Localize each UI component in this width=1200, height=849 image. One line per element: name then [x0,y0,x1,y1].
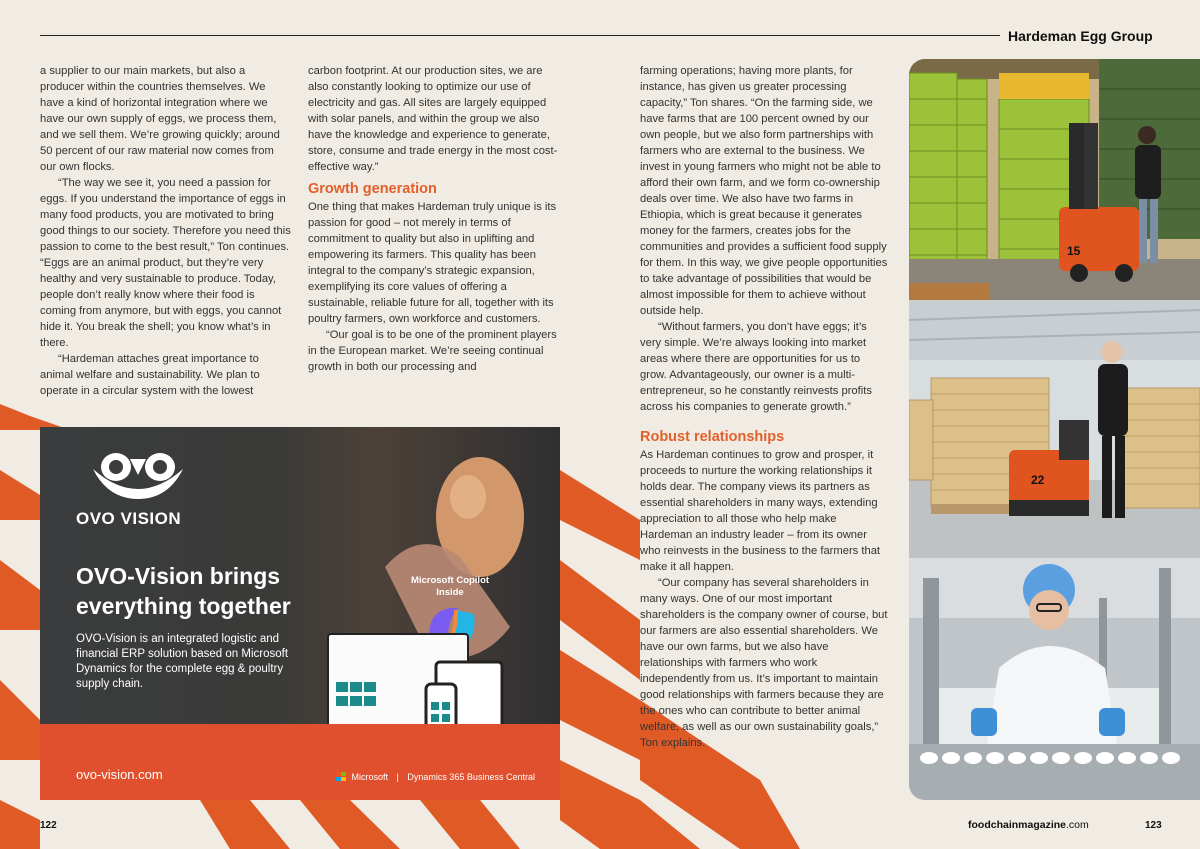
dynamics-label: Dynamics 365 Business Central [407,771,535,782]
ad-hero-area [40,427,560,724]
site-name: foodchainmagazine [968,819,1067,831]
paragraph: a supplier to our main markets, but also a producer within the countries themselves. We have a kind of horizontal integration where we have our own supply of eggs, we process them, and we sell them. We’re growing quickly; around 50 percent of our raw material now comes from our own flocks. [40,65,280,173]
paragraph: “The way we see it, you need a passion for eggs. If you understand the importance of eggs in many food products, you are motivated to bring good things to our society. Therefore you need this passion to come to the best result,” Ton continues. “Eggs are an animal product, but they’re very healthy and very sustainable to produce. Today, people don’t really know where their food is coming from anymore, but with eggs, you cannot hide it. You break the shell; you know what’s in there. [40,177,291,349]
header-rule [40,35,1000,36]
photo-worker-eggs [909,558,1200,800]
microsoft-logo-icon [336,772,346,782]
ovo-vision-advertisement[interactable] [40,427,560,800]
ovo-vision-logo-text: OVO VISION [76,509,182,528]
magazine-website[interactable] [968,819,1089,831]
copilot-label: Microsoft Copilot Inside [410,575,490,598]
paragraph: “Hardeman attaches great importance to animal welfare and sustainability. We plan to operate in a circular system with the lowest [40,353,260,397]
site-tld: .com [1066,819,1089,831]
microsoft-label: Microsoft [351,771,389,782]
page-number-right: 123 [1145,820,1162,831]
article-column-2 [308,63,558,375]
section-title: Hardeman Egg Group [1008,28,1153,44]
subheading-robust-relationships: Robust relationships [640,429,785,445]
page-number-left: 122 [40,820,57,831]
paragraph: “Without farmers, you don’t have eggs; it’s very simple. We’re always looking into market areas where there are opportunities for us to grow. Advantageously, our owner is a multi-entrepreneur, so he constantly reinvests profits across his companies to generate growth.” [640,321,872,413]
forklift-number: 22 [1031,473,1045,487]
ad-footer-band [40,724,560,800]
article-column-1 [40,63,292,399]
ovo-vision-logo-icon [88,449,188,501]
forklift-number: 15 [1067,244,1081,258]
subheading-growth-generation: Growth generation [308,181,437,197]
paragraph: carbon footprint. At our production sites, we are also constantly looking to optimize our use of electricity and gas. All sites are largely equipped with solar panels, and within the group we also have the knowledge and experience to generate, store, consume and trade energy in the most cost-effective way.” [308,65,558,173]
photo-egg-trays-forklift [909,300,1200,558]
photo-warehouse-crates [909,59,1200,300]
paragraph: One thing that makes Hardeman truly unique is its passion for good – not merely in terms of commitment to quality but also in uplifting and empowering its farmers. This quality has been integral to the company’s strategic expansion, exemplifying its core values of offering a sustainable, reliable future for all, together with its poultry farmers, own workforce and customers. [308,201,557,325]
ad-headline: OVO-Vision brings everything together [76,563,291,619]
paragraph: “Our goal is to be one of the prominent players in the European market. We’re seeing continual growth in both our processing and [308,329,557,373]
ad-microsoft-line [336,771,535,782]
separator: | [396,771,399,782]
article-column-3 [640,63,888,751]
ad-body-text: OVO-Vision is an integrated logistic and financial ERP solution based on Microsoft Dynamics for the complete egg & poultry supply chain. [76,633,289,690]
paragraph: farming operations; having more plants, for instance, has given us greater processing capacity,” Ton shares. “On the farming side, we have farms that are 100 percent owned by our own people, but we also form partnerships with farmers who are external to the business. We invest in young farmers who might not be able to afford their own farm, and we form co-ownership deals over time. We also have two farms in Ethiopia, which is great because it generates money for the farmers, creates jobs for the communities and provides a sufficient food supply for them. In this way, we give people opportunities to take advantage of possibilities that would be almost impossible for them to achieve without outside help. [640,65,888,317]
ad-website-link[interactable]: ovo-vision.com [76,767,163,782]
paragraph: “Our company has several shareholders in many ways. One of our most important shareholders is the company owner of course, but our farmers are also essential shareholders. We have our own farms, but we also have relationships with farmers who work independently from us. It’s important to maintain good relationships with farmers because they are the ones who can contribute to better animal welfare, as well as our own sustainability goals,” Ton explains. [640,577,888,749]
paragraph: As Hardeman continues to grow and prosper, it proceeds to nurture the working relationships it holds dear. The company views its partners as essential shareholders in many ways, extending appreciation to all those who help make Hardeman an industry leader – from its owner who reinvests in the business to the farmers that make it all happen. [640,449,881,573]
